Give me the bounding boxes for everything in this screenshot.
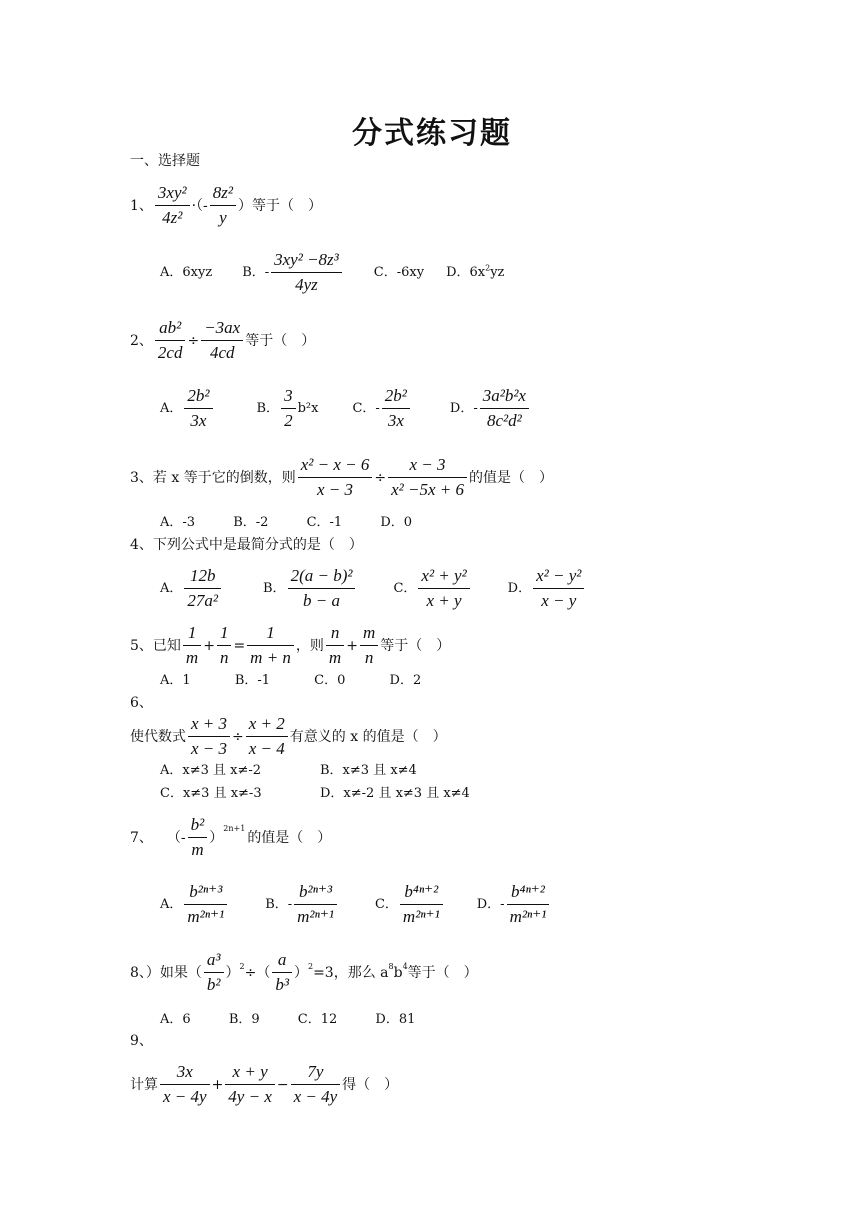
operator: ·（- xyxy=(191,197,208,214)
option-b-fraction: $\frac{\text{b²ⁿ⁺³}}{\text{m²ⁿ⁺¹}}$ xyxy=(294,882,337,927)
option-c-prefix: C．- xyxy=(352,400,380,416)
paren-close: ） xyxy=(209,829,224,846)
option-d: D．0 xyxy=(380,515,413,530)
option-d-fraction: $\frac{\text{3a²b²x}}{\text{8c²d²}}$ xyxy=(480,386,529,431)
question-7 xyxy=(130,815,331,860)
question-text: 使代数式 xyxy=(130,728,186,745)
option-d-prefix: D． xyxy=(507,580,532,596)
fraction: $\frac{1}{n}$ xyxy=(217,623,232,668)
question-number: 6、 xyxy=(130,695,153,711)
option-b: B．-1 xyxy=(234,673,271,688)
page-title: 分式练习题 xyxy=(352,116,512,151)
option-a-fraction: $\frac{\text{2b²}}{3x}$ xyxy=(184,386,212,431)
option-b: B．x≠3 且 x≠4 xyxy=(320,763,417,778)
option-c: C．0 xyxy=(314,673,346,688)
options-8 xyxy=(160,1011,415,1029)
operator: ÷ xyxy=(374,469,387,486)
question-tail: 的值是（ ） xyxy=(247,829,332,846)
question-6 xyxy=(130,714,447,759)
question-number: 2、 xyxy=(130,332,153,349)
question-4: 4、下列公式中是最简分式的是（ ） xyxy=(130,537,363,553)
options-2 xyxy=(160,386,531,431)
question-tail: 等于（ ） xyxy=(380,637,451,654)
question-3 xyxy=(130,455,553,500)
paren-close: ） xyxy=(225,964,240,981)
paren-close: ） xyxy=(293,964,308,981)
option-b-prefix: B．- xyxy=(242,264,270,280)
option-b-fraction: $\frac{\text{3xy² −8z³}}{4yz}$ xyxy=(271,250,342,295)
fraction: $\frac{x - 3}{\text{x² −5x + 6}}$ xyxy=(388,455,467,500)
operator: − xyxy=(276,1076,289,1093)
option-d-fraction: $\frac{\text{x² − y²}}{x - y}$ xyxy=(533,566,584,611)
options-5 xyxy=(160,672,421,690)
option-a: A．1 xyxy=(160,673,191,688)
option-a: A．x≠3 且 x≠-2 xyxy=(160,763,262,778)
question-tail: 等于（ ） xyxy=(245,332,316,349)
exponent: 4 xyxy=(402,961,408,971)
operator: ÷ xyxy=(187,332,200,349)
exponent: 8 xyxy=(388,961,394,971)
fraction: $\frac{\text{8z²}}{y}$ xyxy=(210,183,236,228)
operator: = xyxy=(233,637,246,654)
fraction: $\frac{-3ax}{4cd}$ xyxy=(201,318,243,363)
question-9 xyxy=(130,1062,398,1107)
option-b-prefix: B．- xyxy=(265,896,293,912)
options-3 xyxy=(160,514,412,532)
operator: ÷ xyxy=(232,728,244,745)
option-c: C．-1 xyxy=(306,515,343,530)
exponent: 2 xyxy=(307,961,314,971)
question-text: 8、）如果（ xyxy=(130,964,202,981)
operator: + xyxy=(203,637,215,654)
option-a: A．6 xyxy=(160,1012,191,1027)
question-text: ，则 xyxy=(295,637,324,654)
question-number: 9、 xyxy=(130,1033,153,1049)
fraction: $\frac{m}{n}$ xyxy=(360,623,378,668)
fraction: $\frac{a}{\text{b³}}$ xyxy=(272,950,292,995)
question-8 xyxy=(130,950,478,995)
option-d: D．x≠-2 且 x≠3 且 x≠4 xyxy=(320,786,470,801)
fraction: $\frac{1}{m}$ xyxy=(183,623,201,668)
question-text: b xyxy=(393,964,403,981)
fraction: $\frac{x + 2}{x - 4}$ xyxy=(246,714,288,759)
option-c-prefix: C． xyxy=(393,580,417,596)
options-1 xyxy=(160,250,504,295)
section-heading: 一、选择题 xyxy=(130,153,200,169)
option-a: A．-3 xyxy=(160,515,196,530)
option-d-prefix: D．- xyxy=(449,400,478,416)
option-a-prefix: A． xyxy=(160,896,183,912)
option-c: C．-6xy xyxy=(373,264,425,280)
fraction: $\frac{\text{a³}}{\text{b²}}$ xyxy=(204,950,224,995)
option-b: B．9 xyxy=(228,1012,260,1027)
question-text: 计算 xyxy=(130,1076,158,1093)
fraction: $\frac{x + y}{4y - x}$ xyxy=(225,1062,275,1107)
fraction: $\frac{\text{3xy²}}{\text{4z²}}$ xyxy=(155,183,190,228)
option-b-fraction: $\frac{\text{2(a − b)²}}{b - a}$ xyxy=(288,566,356,611)
option-d: D．2 xyxy=(389,673,422,688)
option-c: C．12 xyxy=(297,1012,338,1027)
question-text: =3，那么 a xyxy=(313,964,389,981)
option-d-prefix: D．- xyxy=(476,896,505,912)
paren-open: （- xyxy=(166,829,186,846)
option-a: A．6xyz xyxy=(160,264,213,280)
exponent: 2 xyxy=(239,961,245,971)
option-a-prefix: A． xyxy=(160,400,183,416)
fraction: $\frac{\text{ab²}}{2cd}$ xyxy=(155,318,186,363)
exponent: 2n+1 xyxy=(223,823,246,833)
option-b-fraction: $\frac{3}{2}$ xyxy=(281,386,296,431)
option-b: B．-2 xyxy=(233,515,269,530)
option-d-fraction: $\frac{\text{b⁴ⁿ⁺²}}{\text{m²ⁿ⁺¹}}$ xyxy=(507,882,550,927)
option-c-fraction: $\frac{\text{x² + y²}}{x + y}$ xyxy=(418,566,469,611)
option-c: C．x≠3 且 x≠-3 xyxy=(160,786,262,801)
question-tail: 等于（ ） xyxy=(407,964,478,981)
question-5 xyxy=(130,623,450,668)
option-c-prefix: C． xyxy=(374,896,398,912)
options-7 xyxy=(160,882,551,927)
option-b-prefix: B． xyxy=(256,400,280,416)
fraction: $\frac{\text{b²}}{m}$ xyxy=(188,815,208,860)
fraction: $\frac{7y}{x - 4y}$ xyxy=(291,1062,341,1107)
question-tail: 得（ ） xyxy=(342,1076,399,1093)
fraction: $\frac{x + 3}{x - 3}$ xyxy=(188,714,230,759)
operator: ÷（ xyxy=(244,964,271,981)
option-a-fraction: $\frac{12b}{\text{27a²}}$ xyxy=(184,566,221,611)
operator: + xyxy=(211,1076,224,1093)
question-tail: 有意义的 x 的值是（ ） xyxy=(289,728,447,745)
option-d: D．$6x^2yz$ xyxy=(446,263,505,280)
option-b-suffix: b²x xyxy=(297,400,319,416)
fraction: $\frac{1}{m + n}$ xyxy=(247,623,294,668)
question-2 xyxy=(130,318,315,363)
operator: + xyxy=(346,637,358,654)
fraction: $\frac{3x}{x - 4y}$ xyxy=(160,1062,210,1107)
question-text: 3、若 x 等于它的倒数，则 xyxy=(130,469,296,486)
question-number: 7、 xyxy=(130,829,153,846)
option-b-prefix: B． xyxy=(263,580,286,596)
option-c-fraction: $\frac{\text{b⁴ⁿ⁺²}}{\text{m²ⁿ⁺¹}}$ xyxy=(400,882,443,927)
option-c-fraction: $\frac{\text{2b²}}{3x}$ xyxy=(382,386,410,431)
options-4 xyxy=(160,566,586,611)
question-1 xyxy=(130,183,322,228)
fraction: $\frac{\text{x² − x − 6}}{x - 3}$ xyxy=(298,455,373,500)
option-a-prefix: A． xyxy=(160,580,183,596)
fraction: $\frac{n}{m}$ xyxy=(326,623,344,668)
question-tail: ）等于（ ） xyxy=(238,197,323,214)
option-d: D．81 xyxy=(375,1012,416,1027)
option-a-fraction: $\frac{\text{b²ⁿ⁺³}}{\text{m²ⁿ⁺¹}}$ xyxy=(184,882,227,927)
question-number: 1、 xyxy=(130,197,153,214)
question-text: 5、已知 xyxy=(130,637,181,654)
question-tail: 的值是（ ） xyxy=(468,469,553,486)
